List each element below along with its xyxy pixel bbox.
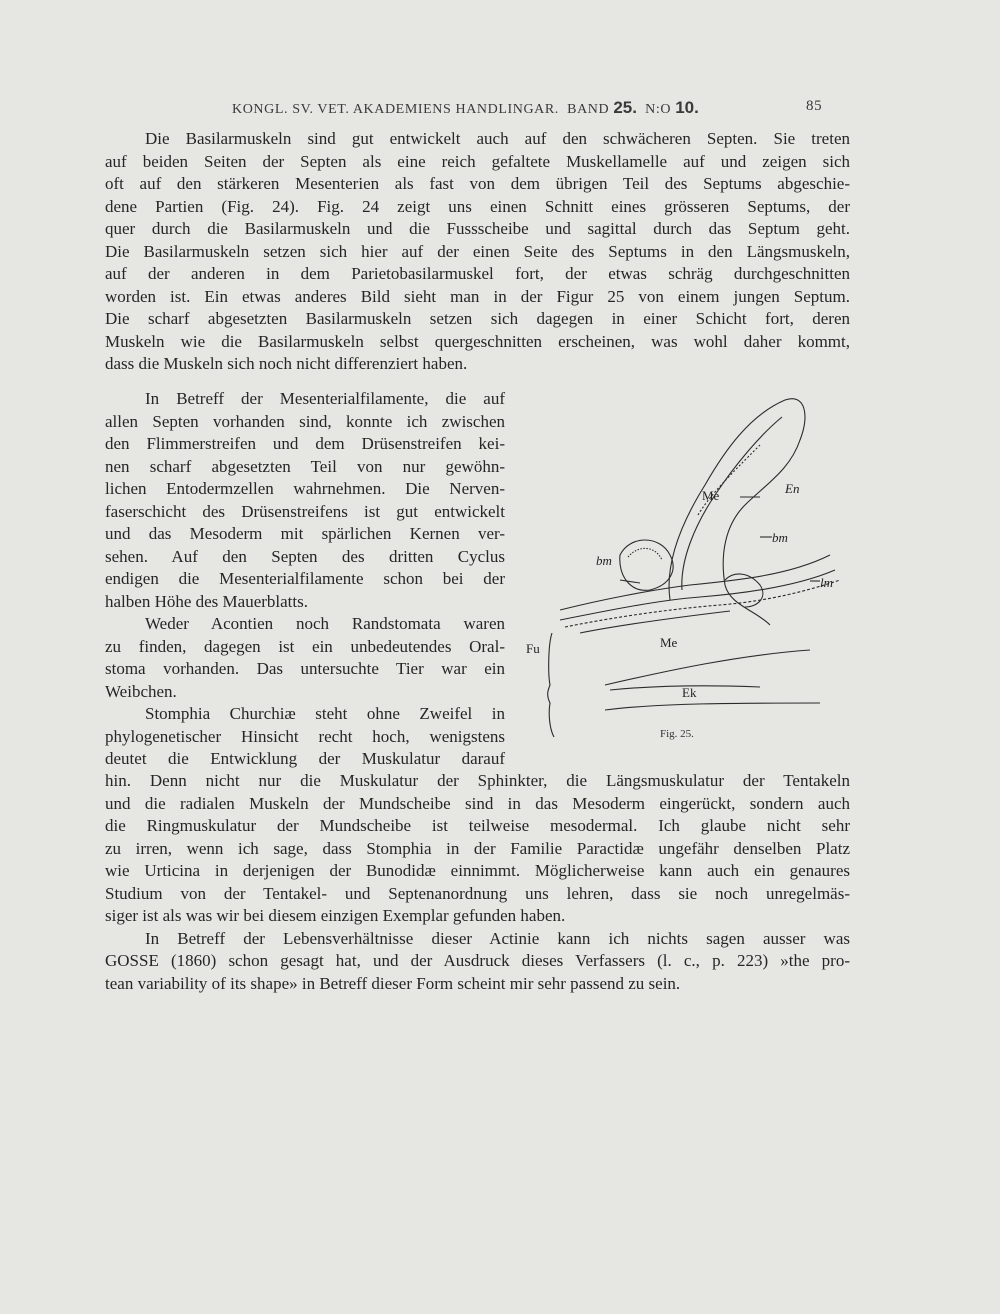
text-line: endigen die Mesenterialfilamente schon bei der [105, 569, 505, 588]
text-line: und das Mesoderm mit spärlichen Kernen ver- [105, 524, 505, 543]
text-line: hin. Denn nicht nur die Muskulatur der Sphinkter, die Längsmuskulatur der Tentakeln [105, 771, 850, 790]
text-line: Stomphia Churchiæ steht ohne Zweifel in [145, 704, 505, 723]
label-me-upper: Me [702, 488, 720, 503]
text-line: Studium von der Tentakel- und Septenanordnung uns lehren, dass sie noch unregelmäs- [105, 883, 850, 903]
text-line: Weibchen. [105, 681, 177, 701]
text-line: halben Höhe des Mauerblatts. [105, 591, 308, 611]
text-line: siger ist als was wir bei diesem einzigen Exemplar gefunden haben. [105, 906, 566, 925]
text-line: dass die Muskeln sich noch nicht differenziert haben. [105, 354, 468, 373]
text-line: lichen Entodermzellen wahrnehmen. Die Nerven- [105, 479, 505, 498]
text-line: Die Basilarmuskeln setzen sich hier auf der einen Seite des Septums in den Längsmuskeln, [105, 241, 850, 261]
label-en: En [785, 481, 800, 496]
text-line: phylogenetischer Hinsicht recht hoch, wenigstens [105, 726, 505, 746]
figure-caption: Fig. 25. [660, 728, 694, 740]
band-label: BAND [567, 102, 610, 117]
text-line: allen Septen vorhanden sind, konnte ich zwischen [105, 411, 505, 431]
text-line: auf der anderen in dem Parietobasilarmuskel fort, der etwas schräg durchgeschnitten [105, 264, 850, 283]
text-line: stoma vorhanden. Das untersuchte Tier war ein [105, 659, 505, 678]
label-fu: Fu [526, 641, 540, 656]
figure-25 [520, 385, 850, 745]
text-line: Weder Acontien noch Randstomata waren [145, 614, 505, 633]
band-number: 25. [613, 98, 637, 117]
label-me-lower: Me [660, 635, 678, 650]
text-line: dene Partien (Fig. 24). Fig. 24 zeigt uns einen Schnitt eines grösseren Septums, der [105, 196, 850, 216]
text-line: In Betreff der Mesenterialfilamente, die auf [145, 389, 505, 408]
text-line: oft auf den stärkeren Mesenterien als fast von dem übrigen Teil des Septums abgeschie- [105, 174, 850, 193]
number-label: N:O [645, 102, 672, 117]
text-line: zu irren, wenn ich sage, dass Stomphia in der Familie Paractidæ ungefähr denselben Platz [105, 838, 850, 858]
text-line: wie Urticina in derjenigen der Bunodidæ einnimmt. Möglicherweise kann auch ein genaures [105, 861, 850, 880]
text-line: auf beiden Seiten der Septen als eine reich gefaltete Muskellamelle auf und zeigen sich [105, 151, 850, 171]
text-line: deutet die Entwicklung der Muskulatur darauf [105, 749, 505, 768]
text-line: nen scharf abgesetzten Teil von nur gewöhn- [105, 456, 505, 476]
text-line: und die radialen Muskeln der Mundscheibe sind in das Mesoderm eingerückt, sondern auch [105, 793, 850, 813]
text-line: GOSSE (1860) schon gesagt hat, und der Ausdruck dieses Verfassers (l. c., p. 223) »the pro- [105, 951, 850, 970]
journal-title: KONGL. SV. VET. AKADEMIENS HANDLINGAR. [232, 102, 559, 117]
histology-drawing [520, 385, 850, 745]
issue-number: 10. [675, 98, 699, 117]
text-line: die Ringmuskulatur der Mundscheibe ist teilweise mesodermal. Ich glaube nicht sehr [105, 816, 850, 835]
text-line: tean variability of its shape» in Betreff dieser Form scheint mir sehr passend zu sein. [105, 973, 681, 993]
text-line: quer durch die Basilarmuskeln und die Fussscheibe und sagittal durch das Septum geht. [105, 219, 850, 238]
label-lm: lm [820, 575, 833, 590]
text-line: worden ist. Ein etwas anderes Bild sieht man in der Figur 25 von einem jungen Septum. [105, 286, 850, 306]
text-line: In Betreff der Lebensverhältnisse dieser Actinie kann ich nichts sagen ausser was [145, 928, 850, 948]
label-bm-left: bm [596, 553, 612, 568]
text-line: sehen. Auf den Septen des dritten Cyclus [105, 546, 505, 566]
text-line: Muskeln wie die Basilarmuskeln selbst quergeschnitten erscheinen, was wohl daher kommt, [105, 331, 850, 351]
running-header [232, 98, 832, 118]
label-ek: Ek [682, 685, 697, 700]
text-line: faserschicht des Drüsenstreifens ist gut entwickelt [105, 501, 505, 521]
label-bm-right: bm [772, 530, 788, 545]
text-line: den Flimmerstreifen und dem Drüsenstreifen kei- [105, 434, 505, 453]
text-line: zu finden, dagegen ist ein unbedeutendes Oral- [105, 636, 505, 656]
page-number: 85 [806, 98, 823, 114]
text-line: Die Basilarmuskeln sind gut entwickelt auch auf den schwächeren Septen. Sie treten [145, 129, 850, 148]
text-line: Die scharf abgesetzten Basilarmuskeln setzen sich dagegen in einer Schicht fort, deren [105, 309, 850, 328]
